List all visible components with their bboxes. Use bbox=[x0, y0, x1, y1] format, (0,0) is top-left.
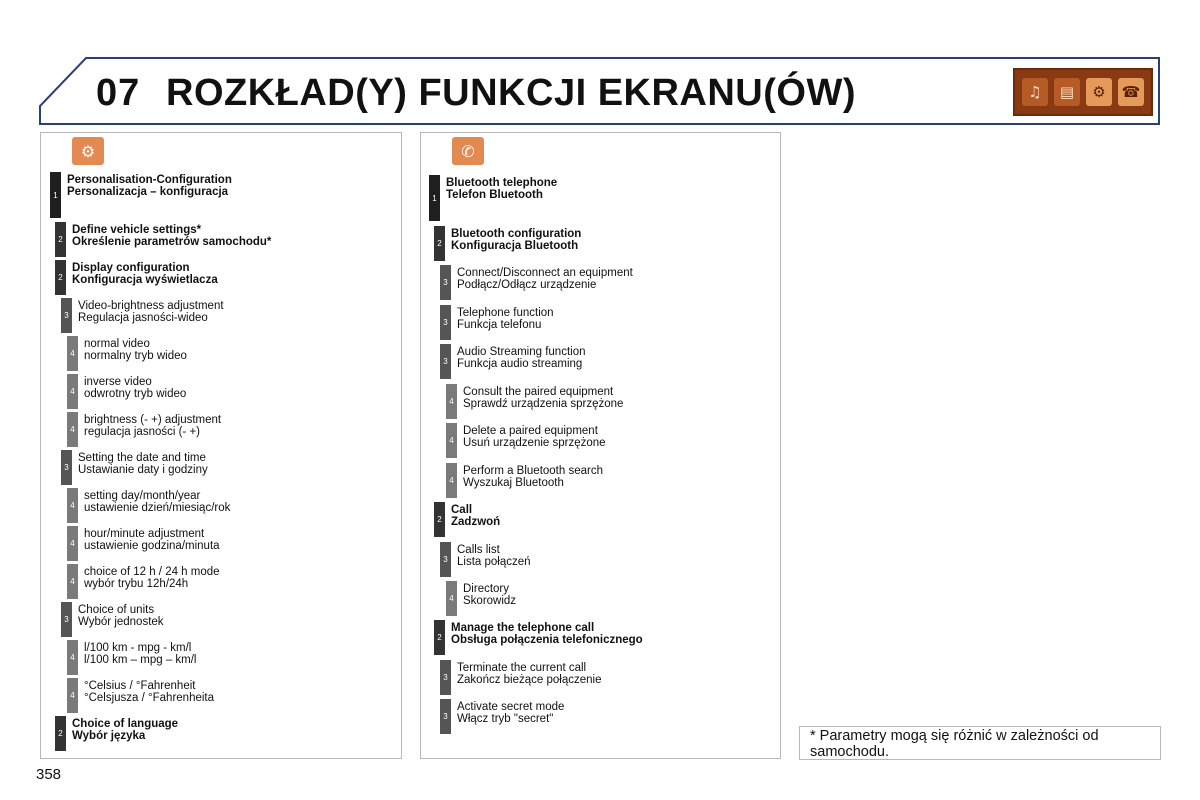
menu-item-text bbox=[451, 699, 564, 734]
menu-item-level-2 bbox=[55, 260, 218, 295]
menu-item-text bbox=[66, 260, 218, 295]
menu-item-label-en: Call bbox=[451, 504, 473, 516]
menu-item-text bbox=[78, 678, 214, 713]
level-marker: 3 bbox=[440, 660, 451, 695]
menu-item-text bbox=[72, 602, 164, 637]
level-marker: 4 bbox=[446, 384, 457, 419]
menu-item-level-3 bbox=[440, 542, 531, 577]
menu-item-label-pl: Funkcja telefonu bbox=[457, 319, 542, 331]
menu-item-level-3 bbox=[440, 305, 554, 340]
level-marker: 4 bbox=[446, 423, 457, 458]
menu-item-label-en: brightness (- +) adjustment bbox=[84, 414, 222, 426]
menu-item-level-1 bbox=[50, 172, 232, 218]
level-marker: 3 bbox=[440, 699, 451, 734]
level-marker: 2 bbox=[434, 226, 445, 261]
menu-item-label-en: Define vehicle settings* bbox=[72, 224, 202, 236]
menu-item-label-en: setting day/month/year bbox=[84, 490, 201, 502]
level-marker: 4 bbox=[67, 678, 78, 713]
menu-item-text bbox=[440, 175, 557, 221]
menu-item-label-en: Personalisation-Configuration bbox=[67, 174, 232, 186]
menu-item-text bbox=[61, 172, 232, 218]
menu-item-label-en: l/100 km - mpg - km/l bbox=[84, 642, 192, 654]
menu-item-label-en: Perform a Bluetooth search bbox=[463, 465, 603, 477]
menu-item-label-en: Consult the paired equipment bbox=[463, 386, 614, 398]
menu-item-label-pl: Konfiguracja wyświetlacza bbox=[72, 274, 218, 286]
menu-item-label-en: Activate secret mode bbox=[457, 701, 565, 713]
level-marker: 4 bbox=[67, 640, 78, 675]
level-marker: 4 bbox=[67, 374, 78, 409]
menu-item-label-pl: ustawienie godzina/minuta bbox=[84, 540, 220, 552]
menu-item-label-en: Setting the date and time bbox=[78, 452, 206, 464]
menu-item-label-en: Telephone function bbox=[457, 307, 554, 319]
menu-item-text bbox=[445, 502, 500, 537]
menu-item-text bbox=[451, 265, 633, 300]
menu-item-label-pl: Sprawdź urządzenia sprzężone bbox=[463, 398, 624, 410]
menu-item-label-pl: regulacja jasności (- +) bbox=[84, 426, 201, 438]
menu-item-text bbox=[451, 660, 601, 695]
menu-item-text bbox=[78, 488, 230, 523]
level-marker: 1 bbox=[50, 172, 61, 218]
menu-item-label-en: Connect/Disconnect an equipment bbox=[457, 267, 633, 279]
menu-item-level-4 bbox=[67, 336, 187, 371]
menu-item-text bbox=[457, 581, 516, 616]
menu-item-level-3 bbox=[61, 602, 164, 637]
level-marker: 4 bbox=[67, 412, 78, 447]
menu-item-label-pl: Usuń urządzenie sprzężone bbox=[463, 437, 606, 449]
level-marker: 4 bbox=[67, 526, 78, 561]
footnote: * Parametry mogą się różnić w zależności od samochodu. bbox=[799, 726, 1161, 760]
level-marker: 2 bbox=[55, 260, 66, 295]
level-marker: 2 bbox=[55, 222, 66, 257]
level-marker: 1 bbox=[429, 175, 440, 221]
menu-item-level-3 bbox=[440, 699, 564, 734]
menu-item-text bbox=[445, 620, 643, 655]
menu-item-label-pl: °Celsjusza / °Fahrenheita bbox=[84, 692, 215, 704]
menu-item-level-4 bbox=[67, 526, 220, 561]
menu-item-level-3 bbox=[440, 660, 601, 695]
chapter-number: 07 bbox=[96, 72, 141, 114]
menu-item-text bbox=[457, 423, 606, 458]
page-number: 358 bbox=[36, 766, 62, 783]
level-marker: 3 bbox=[440, 344, 451, 379]
level-marker: 3 bbox=[440, 305, 451, 340]
menu-item-label-pl: Zadzwoń bbox=[451, 516, 501, 528]
menu-item-label-pl: Obsługa połączenia telefonicznego bbox=[451, 634, 643, 646]
level-marker: 2 bbox=[434, 620, 445, 655]
menu-item-text bbox=[78, 564, 220, 599]
menu-item-level-2 bbox=[434, 620, 643, 655]
menu-item-label-pl: Wybór jednostek bbox=[78, 616, 164, 628]
menu-item-label-pl: Lista połączeń bbox=[457, 556, 531, 568]
menu-item-level-4 bbox=[67, 412, 221, 447]
menu-item-level-4 bbox=[67, 374, 186, 409]
menu-item-label-en: Calls list bbox=[457, 544, 500, 556]
menu-item-text bbox=[451, 344, 586, 379]
level-marker: 3 bbox=[440, 265, 451, 300]
page-title: ROZKŁAD(Y) FUNKCJI EKRANU(ÓW) bbox=[166, 72, 856, 114]
menu-item-label-en: hour/minute adjustment bbox=[84, 528, 205, 540]
menu-item-level-4 bbox=[67, 488, 230, 523]
menu-item-label-pl: wybór trybu 12h/24h bbox=[84, 578, 189, 590]
menu-item-text bbox=[78, 336, 187, 371]
settings-icon: ⚙ bbox=[1086, 78, 1112, 106]
level-marker: 4 bbox=[67, 336, 78, 371]
menu-item-label-pl: Podłącz/Odłącz urządzenie bbox=[457, 279, 597, 291]
level-marker: 4 bbox=[446, 581, 457, 616]
menu-item-label-en: Terminate the current call bbox=[457, 662, 587, 674]
menu-item-text bbox=[451, 542, 531, 577]
menu-item-label-en: choice of 12 h / 24 h mode bbox=[84, 566, 220, 578]
menu-item-label-pl: normalny tryb wideo bbox=[84, 350, 187, 362]
menu-item-label-pl: Personalizacja – konfiguracja bbox=[67, 186, 229, 198]
function-icon-strip bbox=[1013, 68, 1153, 116]
menu-item-label-pl: l/100 km – mpg – km/l bbox=[84, 654, 197, 666]
menu-item-text bbox=[78, 640, 196, 675]
menu-item-label-pl: Regulacja jasności-wideo bbox=[78, 312, 208, 324]
bluetooth-phone-icon: ✆ bbox=[452, 137, 484, 165]
menu-item-text bbox=[457, 384, 623, 419]
settings-icon: ⚙ bbox=[72, 137, 104, 165]
menu-item-level-2 bbox=[434, 226, 581, 261]
menu-item-label-en: Choice of language bbox=[72, 718, 179, 730]
menu-item-text bbox=[451, 305, 554, 340]
menu-item-label-pl: Włącz tryb "secret" bbox=[457, 713, 554, 725]
menu-item-label-en: Audio Streaming function bbox=[457, 346, 586, 358]
level-marker: 4 bbox=[446, 463, 457, 498]
level-marker: 3 bbox=[61, 602, 72, 637]
menu-item-label-en: °Celsius / °Fahrenheit bbox=[84, 680, 196, 692]
menu-item-label-pl: Konfiguracja Bluetooth bbox=[451, 240, 579, 252]
menu-item-label-pl: Wybór języka bbox=[72, 730, 146, 742]
menu-item-level-2 bbox=[55, 222, 271, 257]
media-audio-icon: ♫ bbox=[1022, 78, 1048, 106]
menu-item-text bbox=[72, 298, 224, 333]
menu-item-level-4 bbox=[446, 423, 606, 458]
menu-item-label-en: Choice of units bbox=[78, 604, 155, 616]
menu-item-label-pl: Wyszukaj Bluetooth bbox=[463, 477, 564, 489]
radio-icon: ▤ bbox=[1054, 78, 1080, 106]
level-marker: 4 bbox=[67, 488, 78, 523]
menu-item-label-en: Video-brightness adjustment bbox=[78, 300, 224, 312]
menu-item-level-3 bbox=[61, 298, 224, 333]
menu-item-label-pl: Określenie parametrów samochodu* bbox=[72, 236, 272, 248]
level-marker: 3 bbox=[61, 450, 72, 485]
menu-item-text bbox=[445, 226, 581, 261]
menu-item-level-3 bbox=[440, 265, 633, 300]
menu-item-label-en: Bluetooth telephone bbox=[446, 177, 558, 189]
menu-item-label-pl: Skorowidz bbox=[463, 595, 517, 607]
menu-item-label-pl: Zakończ bieżące połączenie bbox=[457, 674, 602, 686]
menu-item-text bbox=[78, 374, 186, 409]
menu-item-level-1 bbox=[429, 175, 557, 221]
menu-item-level-3 bbox=[61, 450, 208, 485]
menu-item-label-en: inverse video bbox=[84, 376, 152, 388]
menu-item-label-en: Directory bbox=[463, 583, 510, 595]
menu-item-level-3 bbox=[440, 344, 586, 379]
menu-item-text bbox=[72, 450, 208, 485]
level-marker: 3 bbox=[61, 298, 72, 333]
menu-item-text bbox=[457, 463, 603, 498]
menu-item-label-en: Display configuration bbox=[72, 262, 190, 274]
level-marker: 4 bbox=[67, 564, 78, 599]
menu-item-level-2 bbox=[434, 502, 500, 537]
menu-item-label-en: Manage the telephone call bbox=[451, 622, 595, 634]
menu-item-label-pl: Telefon Bluetooth bbox=[446, 189, 543, 201]
menu-item-text bbox=[66, 716, 178, 751]
level-marker: 2 bbox=[434, 502, 445, 537]
menu-item-label-en: normal video bbox=[84, 338, 150, 350]
menu-item-label-en: Bluetooth configuration bbox=[451, 228, 582, 240]
level-marker: 3 bbox=[440, 542, 451, 577]
menu-item-level-4 bbox=[67, 640, 196, 675]
menu-item-label-en: Delete a paired equipment bbox=[463, 425, 598, 437]
menu-item-text bbox=[78, 526, 220, 561]
menu-item-level-4 bbox=[67, 564, 220, 599]
menu-item-label-pl: ustawienie dzień/miesiąc/rok bbox=[84, 502, 231, 514]
menu-item-label-pl: Funkcja audio streaming bbox=[457, 358, 583, 370]
menu-item-level-2 bbox=[55, 716, 178, 751]
menu-item-level-4 bbox=[446, 463, 603, 498]
menu-item-text bbox=[78, 412, 221, 447]
menu-item-level-4 bbox=[446, 384, 623, 419]
phone-icon: ☎ bbox=[1118, 78, 1144, 106]
menu-item-label-pl: odwrotny tryb wideo bbox=[84, 388, 187, 400]
menu-item-level-4 bbox=[67, 678, 214, 713]
menu-item-text bbox=[66, 222, 271, 257]
menu-item-level-4 bbox=[446, 581, 516, 616]
level-marker: 2 bbox=[55, 716, 66, 751]
menu-item-label-pl: Ustawianie daty i godziny bbox=[78, 464, 208, 476]
